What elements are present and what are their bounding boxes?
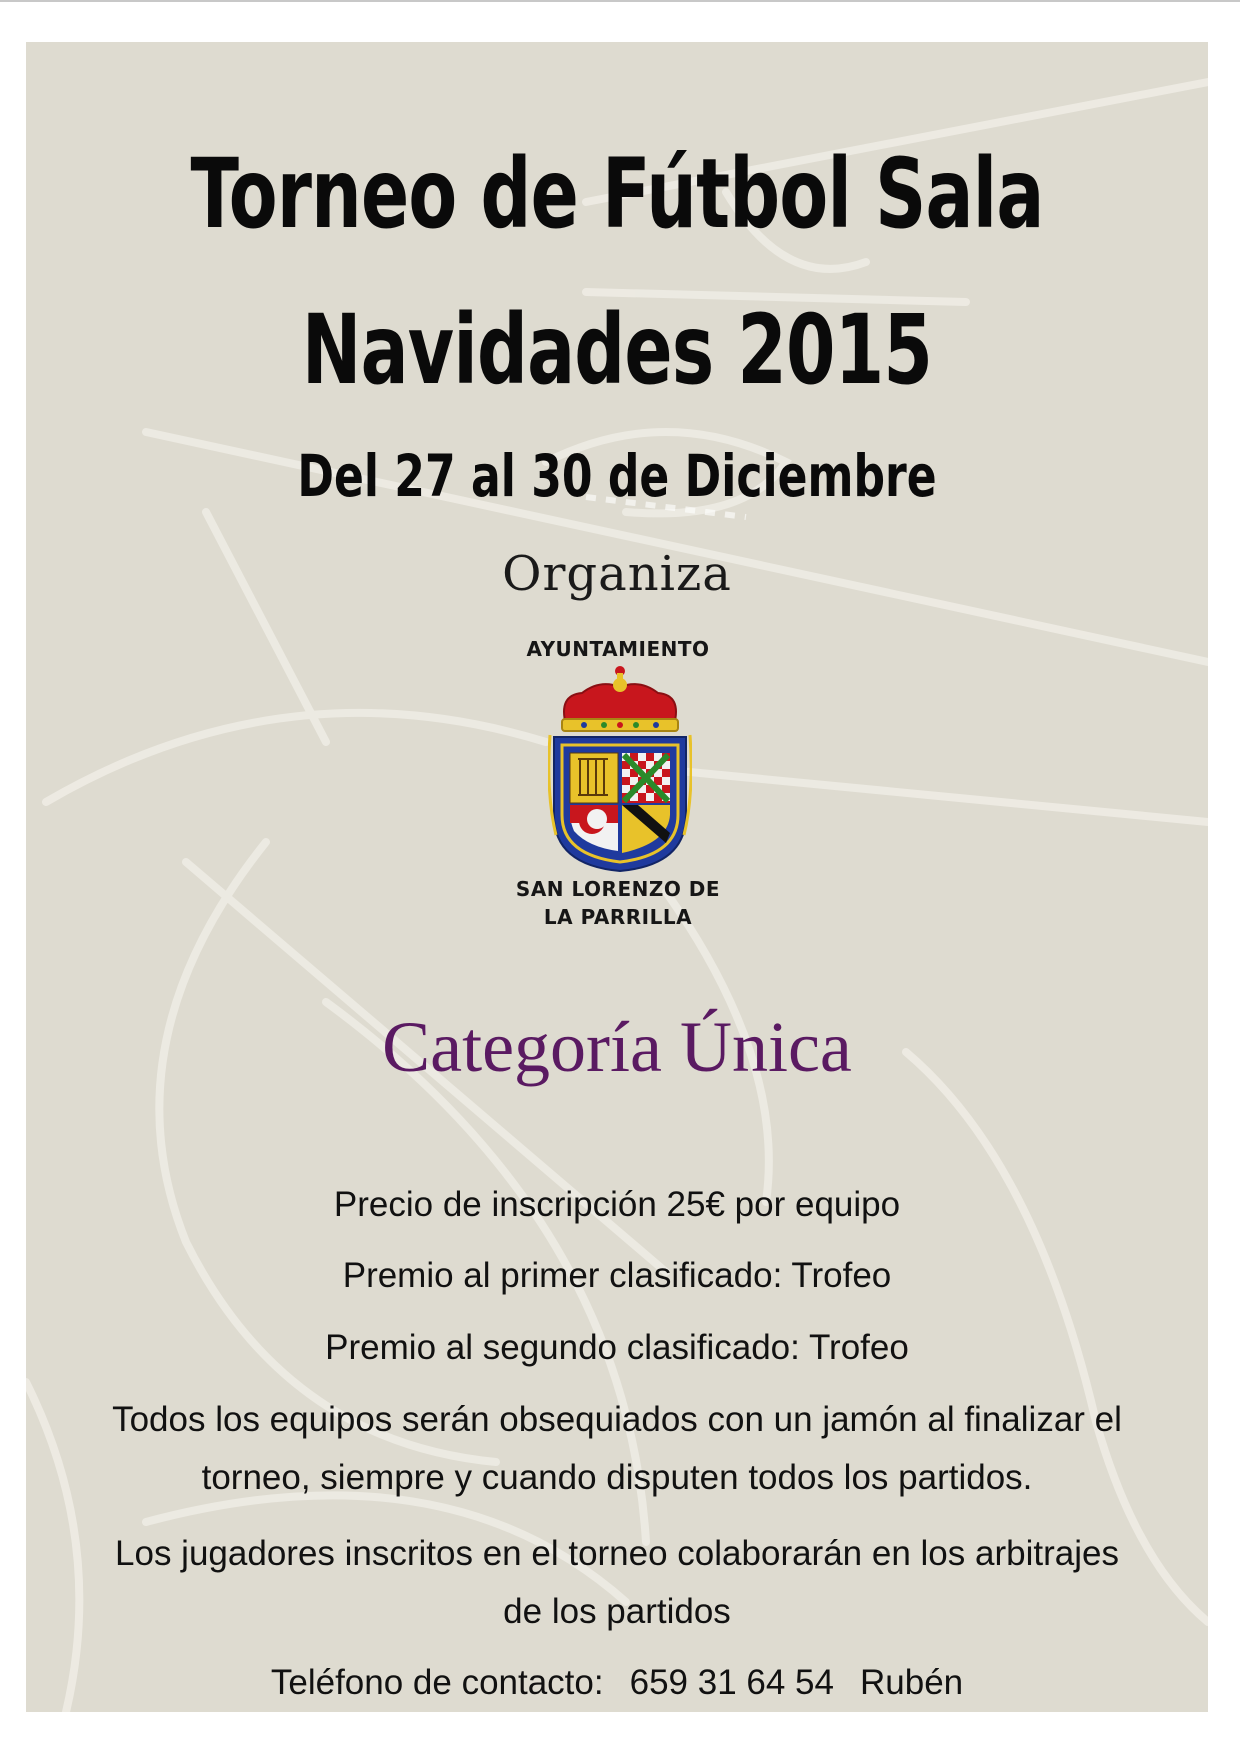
ham-gift-note [46,1391,1188,1507]
page-top-rule [0,0,1240,2]
contact-phone[interactable]: 659 31 64 54 [629,1663,834,1702]
contact-line [46,1654,1188,1712]
ham-gift-line-1: Todos los equipos serán obsequiados con un jamón al finalizar el [112,1400,1122,1439]
ayuntamiento-logo [492,637,744,937]
coat-of-arms-icon [548,665,692,873]
contact-label: Teléfono de contacto: [270,1663,604,1702]
logo-bottom-line-2: LA PARRILLA [543,905,693,929]
event-dates: Del 27 al 30 de Diciembre [297,442,937,510]
logo-bottom-line-1: SAN LORENZO DE [515,877,721,901]
referee-note [46,1525,1188,1641]
title-line-1: Torneo de Fútbol Sala [190,138,1044,250]
poster [26,42,1208,1712]
referee-line-2: de los partidos [503,1592,731,1631]
ham-gift-line-2: torneo, siempre y cuando disputen todos los partidos. [201,1458,1033,1497]
registration-price: Precio de inscripción 25€ por equipo [333,1185,901,1224]
title-line-2: Navidades 2015 [301,294,933,406]
second-prize: Premio al segundo clasificado: Trofeo [325,1328,909,1367]
poster-content [26,42,1208,1712]
logo-top-text: AYUNTAMIENTO [526,637,710,661]
contact-name: Rubén [859,1663,964,1702]
first-prize: Premio al primer clasificado: Trofeo [342,1256,892,1295]
referee-line-1: Los jugadores inscritos en el torneo colaborarán en los arbitrajes [115,1534,1119,1573]
category-heading: Categoría Única [382,1007,852,1087]
organiza-label: Organiza [502,546,732,602]
logo-bottom-text [492,875,744,931]
